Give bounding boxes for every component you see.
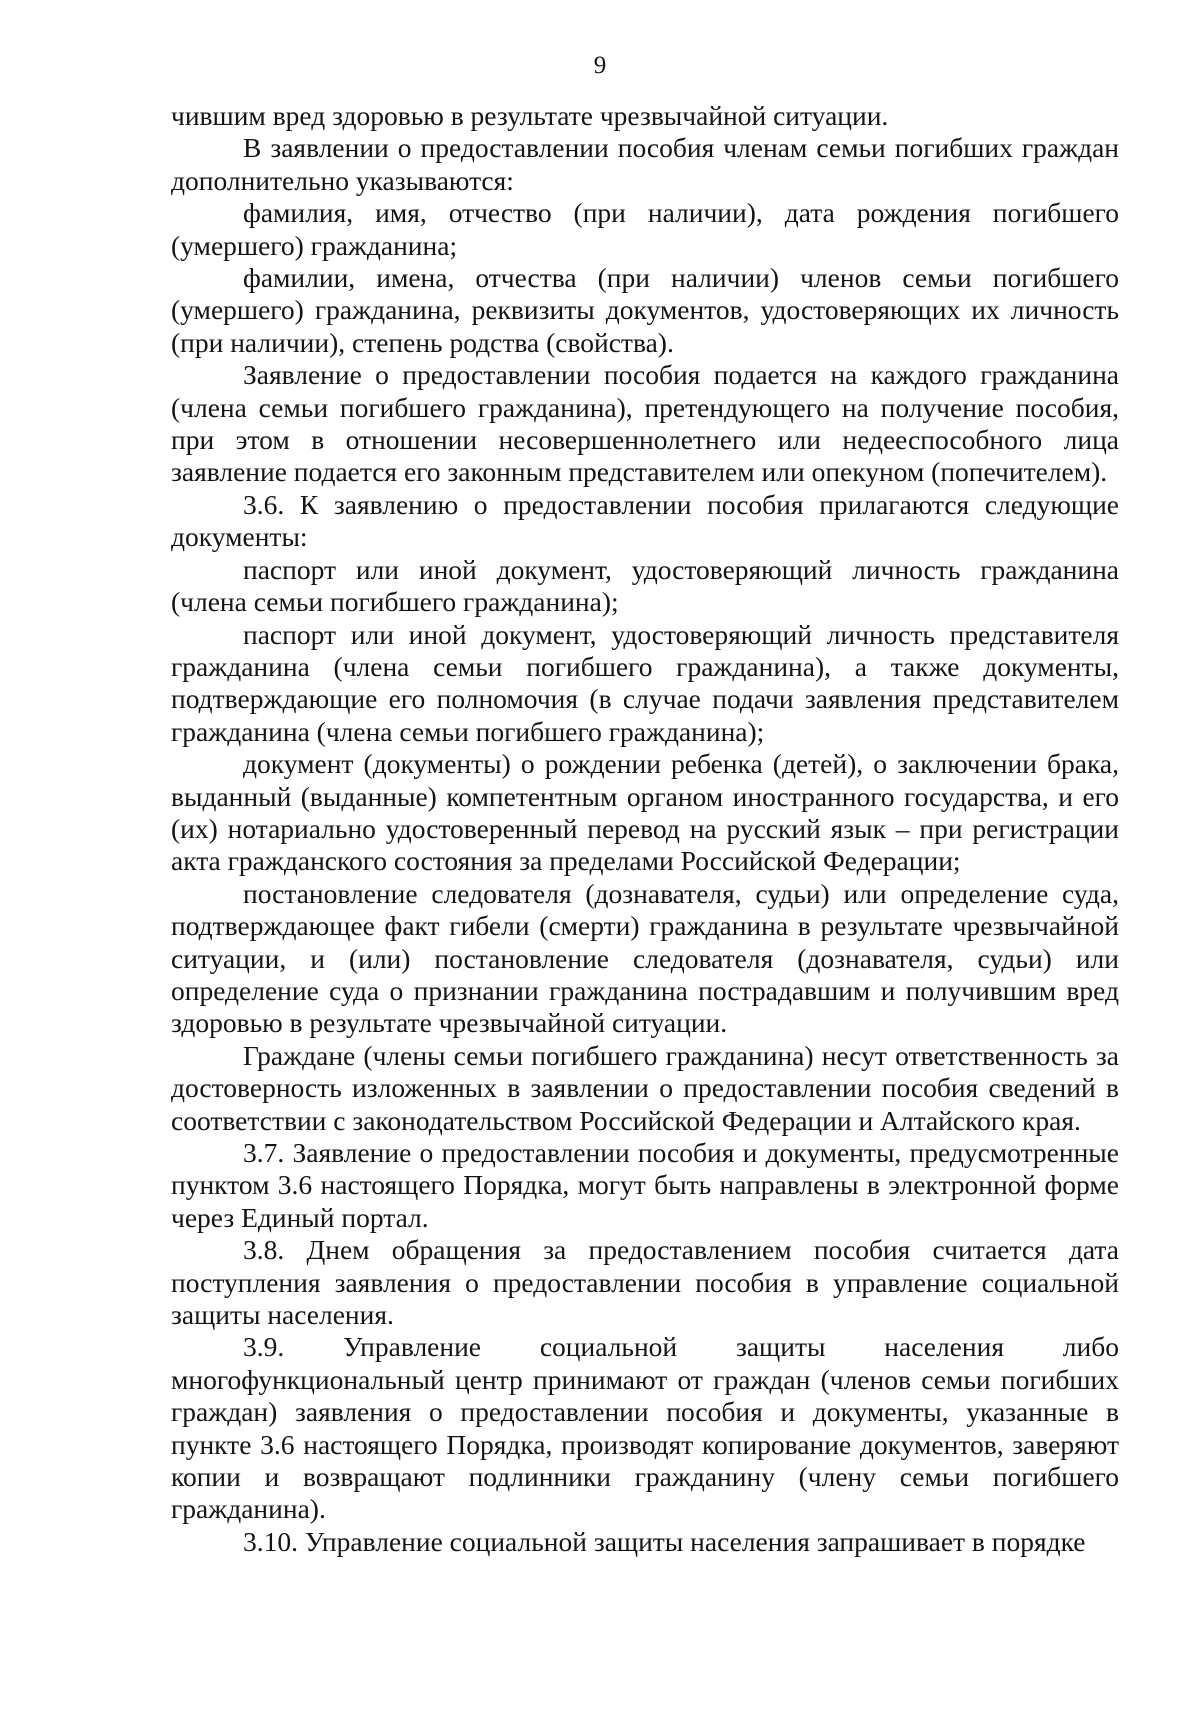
paragraph-deceased-name: фамилия, имя, отчество (при наличии), дата рождения погибшего (умершего) гражданина; (171, 197, 1119, 261)
paragraph-3-8: 3.8. Днем обращения за предоставлением пособия считается дата поступления заявления о предоставлении пособия в управление социальной защиты населения. (171, 1234, 1119, 1331)
page-number: 9 (593, 52, 607, 79)
paragraph-continuation: чившим вред здоровью в результате чрезвычайной ситуации. (171, 100, 889, 131)
paragraph-investigator-resolution: постановление следователя (дознавателя, судьи) или определение суда, подтверждающее факт гибели (смерти) гражданина в результате чрезвычайной ситуации, и (или) постановление следователя (дознавателя, судьи) или определение суда о признании гражданина пострадавшим и получившим вред здоровью в результате чрезвычайной ситуации. (171, 877, 1119, 1039)
paragraph-3-9: 3.9. Управление социальной защиты населения либо многофункциональный центр принимают от граждан (членов семьи погибших граждан) заявления о предоставлении пособия и документы, указанные в пункте 3.6 настоящего Порядка, производят копирование документов, заверяют копии и возвращают подлинники гражданину (члену семьи погибшего гражданина). (171, 1331, 1119, 1525)
paragraph-3-10: 3.10. Управление социальной защиты населения запрашивает в порядке (243, 1525, 1086, 1557)
paragraph-responsibility: Граждане (члены семьи погибшего гражданина) несут ответственность за достоверность изложенных в заявлении о предоставлении пособия сведений в соответствии с законодательством Российской Федерации и Алтайского края. (171, 1039, 1119, 1136)
paragraph-passport-citizen: паспорт или иной документ, удостоверяющий личность гражданина (члена семьи погибшего гражданина); (171, 553, 1119, 618)
paragraph-3-7: 3.7. Заявление о предоставлении пособия и документы, предусмотренные пунктом 3.6 настоящего Порядка, могут быть направлены в электронной форме через Единый портал. (171, 1137, 1119, 1233)
paragraph-3-6: 3.6. К заявлению о предоставлении пособия прилагаются следующие документы: (171, 488, 1119, 553)
document-body (171, 100, 1119, 1558)
paragraph-birth-marriage-documents: документ (документы) о рождении ребенка (детей), о заключении брака, выданный (выданные) компетентным органом иностранного государства, и его (их) нотариально удостоверенный перевод на русский язык – при регистрации акта гражданского состояния за пределами Российской Федерации; (171, 748, 1119, 877)
paragraph-passport-representative: паспорт или иной документ, удостоверяющий личность представителя гражданина (члена семьи погибшего гражданина), а также документы, подтверждающие его полномочия (в случае подачи заявления представителем гражданина (члена семьи погибшего гражданина); (171, 618, 1119, 747)
paragraph-family-members: фамилии, имена, отчества (при наличии) членов семьи погибшего (умершего) гражданина, реквизиты документов, удостоверяющих их личность (при наличии), степень родства (свойства). (171, 262, 1119, 358)
paragraph-application-per-citizen: Заявление о предоставлении пособия подается на каждого гражданина (члена семьи погибшего гражданина), претендующего на получение пособия, при этом в отношении несовершеннолетнего или недееспособного лица заявление подается его законным представителем или опекуном (попечителем). (171, 359, 1119, 488)
paragraph-family-application: В заявлении о предоставлении пособия членам семьи погибших граждан дополнительно указываются: (171, 132, 1119, 196)
